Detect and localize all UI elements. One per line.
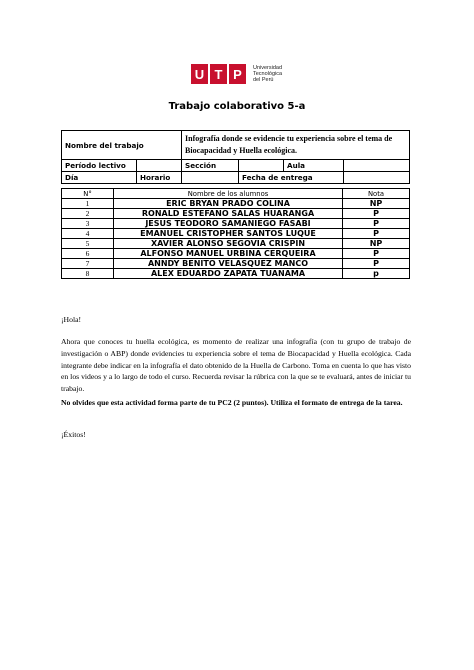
student-num: 7 [62,259,114,269]
student-grade: P [343,209,410,219]
table-row [62,239,410,249]
student-num: 5 [62,239,114,249]
student-name: XAVIER ALONSO SEGOVIA CRISPIN [114,239,343,249]
horario-value [182,172,239,184]
nombre-trabajo-label: Nombre del trabajo [62,131,182,160]
aula-label: Aula [284,160,344,172]
seccion-label: Sección [182,160,239,172]
greeting-paragraph: ¡Hola! [61,315,82,324]
nombre-trabajo-value: Infografía donde se evidencie tu experiencia sobre el tema de Biocapacidad y Huella ecológica. [182,131,410,160]
student-grade: p [343,269,410,279]
fecha-entrega-label: Fecha de entrega [239,172,344,184]
student-name: JESUS TEODORO SAMANIEGO FASABI [114,219,343,229]
table-row [62,269,410,279]
student-num: 1 [62,199,114,209]
fecha-entrega-value [344,172,410,184]
table-row [62,259,410,269]
student-name: EMANUEL CRISTOPHER SANTOS LUQUE [114,229,343,239]
student-name: ALFONSO MANUEL URBINA CERQUEIRA [114,249,343,259]
assignment-info-table [61,130,410,184]
seccion-value [239,160,284,172]
periodo-lectivo-label: Período lectivo [62,160,137,172]
student-grade: NP [343,239,410,249]
logo-letter-u: U [191,64,208,84]
student-name: ANNDY BENITO VELASQUEZ MANCO [114,259,343,269]
student-num: 2 [62,209,114,219]
student-grade: P [343,259,410,269]
header-num: N° [62,189,114,199]
header-name: Nombre de los alumnos [114,189,343,199]
aula-value [344,160,410,172]
dia-label: Día [62,172,137,184]
instructions-paragraph: Ahora que conoces tu huella ecológica, es momento de realizar una infografía (con tu grupo de trabajo de investigación o ABP) donde evidencies tu experiencia sobre el tema de Biocapacidad y Huella ecológica. Cada integrante debe indicar en la infografía el dato obtenido de la Huella de Carbono. Toma en cuenta lo que has visto en los videos y a lo largo de todo el curso. Recuerda revisar la rúbrica con la que se te evaluará, antes de iniciar tu trabajo. [61,337,411,394]
student-name: ALEX EDUARDO ZAPATA TUANAMA [114,269,343,279]
students-table [61,188,410,279]
table-row [62,219,410,229]
student-grade: NP [343,199,410,209]
student-num: 4 [62,229,114,239]
reminder-paragraph: No olvides que esta actividad forma parte de tu PC2 (2 puntos). Utiliza el formato de entrega de la tarea. [61,398,403,407]
table-row [62,209,410,219]
logo-letter-p: P [229,64,246,84]
student-name: RONALD ESTEFANO SALAS HUARANGA [114,209,343,219]
logo-line-1: Universidad [253,64,283,71]
logo-line-2: Tecnológica [253,70,283,77]
table-row [62,229,410,239]
utp-logo [191,64,282,84]
horario-label: Horario [137,172,182,184]
student-num: 6 [62,249,114,259]
student-grade: P [343,249,410,259]
document-title: Trabajo colaborativo 5-a [168,101,306,112]
logo-letter-t: T [210,64,227,84]
student-grade: P [343,229,410,239]
closing-paragraph: ¡Éxitos! [61,430,86,439]
student-grade: P [343,219,410,229]
table-row [62,199,410,209]
logo-university-name [253,65,282,84]
header-grade: Nota [343,189,410,199]
logo-line-3: del Perú [253,77,274,84]
student-num: 8 [62,269,114,279]
student-num: 3 [62,219,114,229]
table-row [62,249,410,259]
student-name: ERIC BRYAN PRADO COLINA [114,199,343,209]
periodo-lectivo-value [137,160,182,172]
